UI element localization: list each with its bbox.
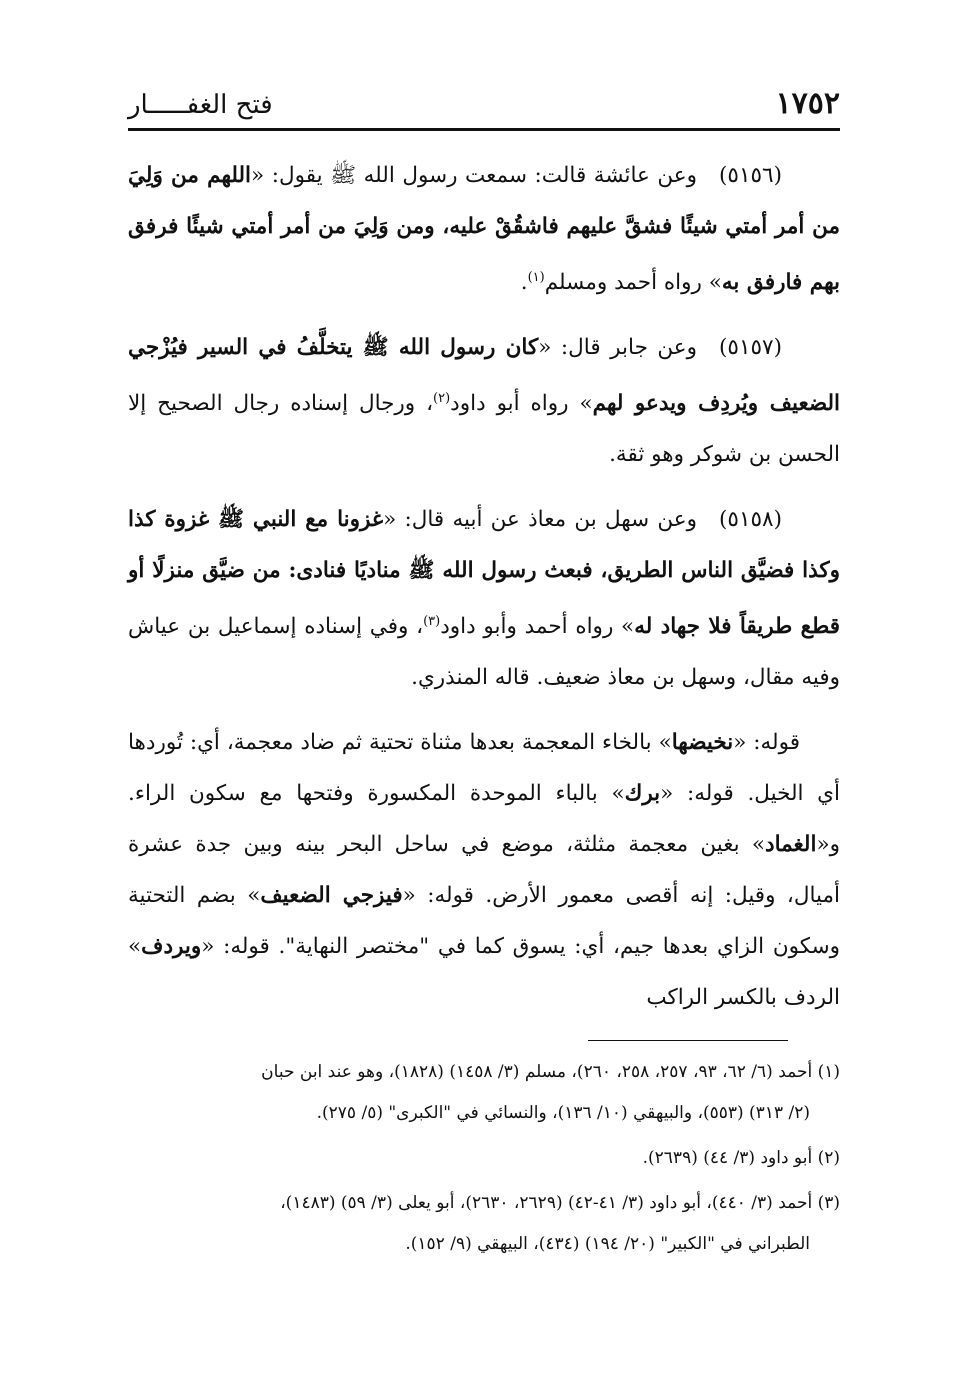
hadith-source: » رواه أحمد ومسلم xyxy=(544,270,722,296)
footnote-rule xyxy=(588,1040,788,1041)
footnote-item xyxy=(128,1183,840,1265)
hadith-source: » رواه أبو داود xyxy=(450,391,593,417)
commentary-text: » الردف بالكسر الراكب xyxy=(128,934,840,1011)
commentary-term: ويردف xyxy=(141,934,202,960)
commentary-term: برك xyxy=(624,781,661,807)
commentary-term: فيزجي الضعيف xyxy=(260,883,403,909)
footnote-text: (٢/ ٣١٣) (٥٥٣)، والبيهقي (١٠/ ١٣٦)، والنسائي في "الكبرى" (٥/ ٢٧٥). xyxy=(316,1103,810,1123)
hadith-paragraph xyxy=(128,322,840,480)
hadith-tail: . xyxy=(520,270,528,296)
hadith-intro: وعن جابر قال: « xyxy=(538,335,698,361)
commentary-term: نخيضها xyxy=(671,730,734,756)
commentary-paragraph xyxy=(128,717,840,1023)
commentary-text: » بغين معجمة مثلثة، موضع في ساحل البحر بينه وبين جدة عشرة أميال، وقيل: إنه أقصى معمور الأرض. قوله: « xyxy=(128,832,841,909)
running-title: فتح الغفـــــار xyxy=(128,90,273,120)
hadith-source: » رواه أحمد وأبو داود xyxy=(440,614,635,640)
commentary-text: » بالخاء المعجمة بعدها مثناة تحتية ثم ضاد معجمة، أي: تُوردها أي الخيل. قوله: « xyxy=(128,730,840,807)
commentary-text: » بالباء الموحدة المكسورة وفتحها مع سكون الراء. و« xyxy=(128,781,840,858)
page-header xyxy=(128,84,840,124)
hadith-number: (٥١٥٦) xyxy=(719,163,782,188)
hadith-quote: كان رسول الله ﷺ يتخلَّفُ في السير فيُزْجي الضعيف ويُردِف ويدعو لهم xyxy=(128,335,840,417)
footnote-text: الطبراني في "الكبير" (٢٠/ ١٩٤) (٤٣٤)، البيهقي (٩/ ١٥٢). xyxy=(405,1234,810,1254)
footnote-item xyxy=(128,1138,840,1179)
footnote-text: (٣) أحمد (٣/ ٤٤٠)، أبو داود (٣/ ٤١-٤٢) (٢٦٢٩، ٢٦٣٠)، أبو يعلى (٣/ ٥٩) (١٤٨٣)، xyxy=(280,1193,840,1213)
commentary-term: الغماد xyxy=(765,832,817,858)
footnote-ref[interactable]: (٣) xyxy=(423,614,441,630)
hadith-paragraph xyxy=(128,494,840,703)
main-text xyxy=(128,150,840,1037)
hadith-tail: ، وفي إسناده إسماعيل بن عياش وفيه مقال، وسهل بن معاذ ضعيف. قاله المنذري. xyxy=(128,614,840,691)
hadith-paragraph xyxy=(128,150,840,308)
hadith-number: (٥١٥٨) xyxy=(719,507,782,533)
footnote-item xyxy=(128,1052,840,1134)
footnote-ref[interactable]: (١) xyxy=(527,270,545,285)
hadith-quote: غزونا مع النبي ﷺ غزوة كذا وكذا فضيَّق الناس الطريق، فبعث رسول الله ﷺ مناديًا فنادى: من ضيَّق منزلًا أو قطع طريقاً فلا جهاد له xyxy=(128,507,840,640)
hadith-intro: وعن عائشة قالت: سمعت رسول الله ﷺ يقول: « xyxy=(251,163,698,188)
hadith-quote: اللهم من وَلِيَ من أمر أمتي شيئًا فشقَّ عليهم فاشقُقْ عليه، ومن وَلِيَ من أمر أمتي شيئًا فرفق بهم فارفق به xyxy=(128,163,840,296)
page-number: ١٧٥٢ xyxy=(775,86,840,121)
hadith-number: (٥١٥٧) xyxy=(719,335,782,361)
hadith-tail: ، ورجال إسناده رجال الصحيح إلا الحسن بن شوكر وهو ثقة. xyxy=(128,391,840,468)
commentary-text: قوله: « xyxy=(733,730,800,756)
footnotes xyxy=(128,1052,840,1269)
header-rule xyxy=(128,128,840,131)
footnote-ref[interactable]: (٢) xyxy=(433,391,451,407)
footnote-text: (٢) أبو داود (٣/ ٤٤) (٢٦٣٩). xyxy=(642,1148,840,1168)
hadith-intro: وعن سهل بن معاذ عن أبيه قال: « xyxy=(383,507,697,533)
footnote-text: (١) أحمد (٦/ ٦٢، ٩٣، ٢٥٧، ٢٥٨، ٢٦٠)، مسلم (٣/ ١٤٥٨) (١٨٢٨)، وهو عند ابن حبان xyxy=(261,1062,840,1082)
commentary-text: » بضم التحتية وسكون الزاي بعدها جيم، أي: يسوق كما في "مختصر النهاية". قوله: « xyxy=(128,883,840,960)
